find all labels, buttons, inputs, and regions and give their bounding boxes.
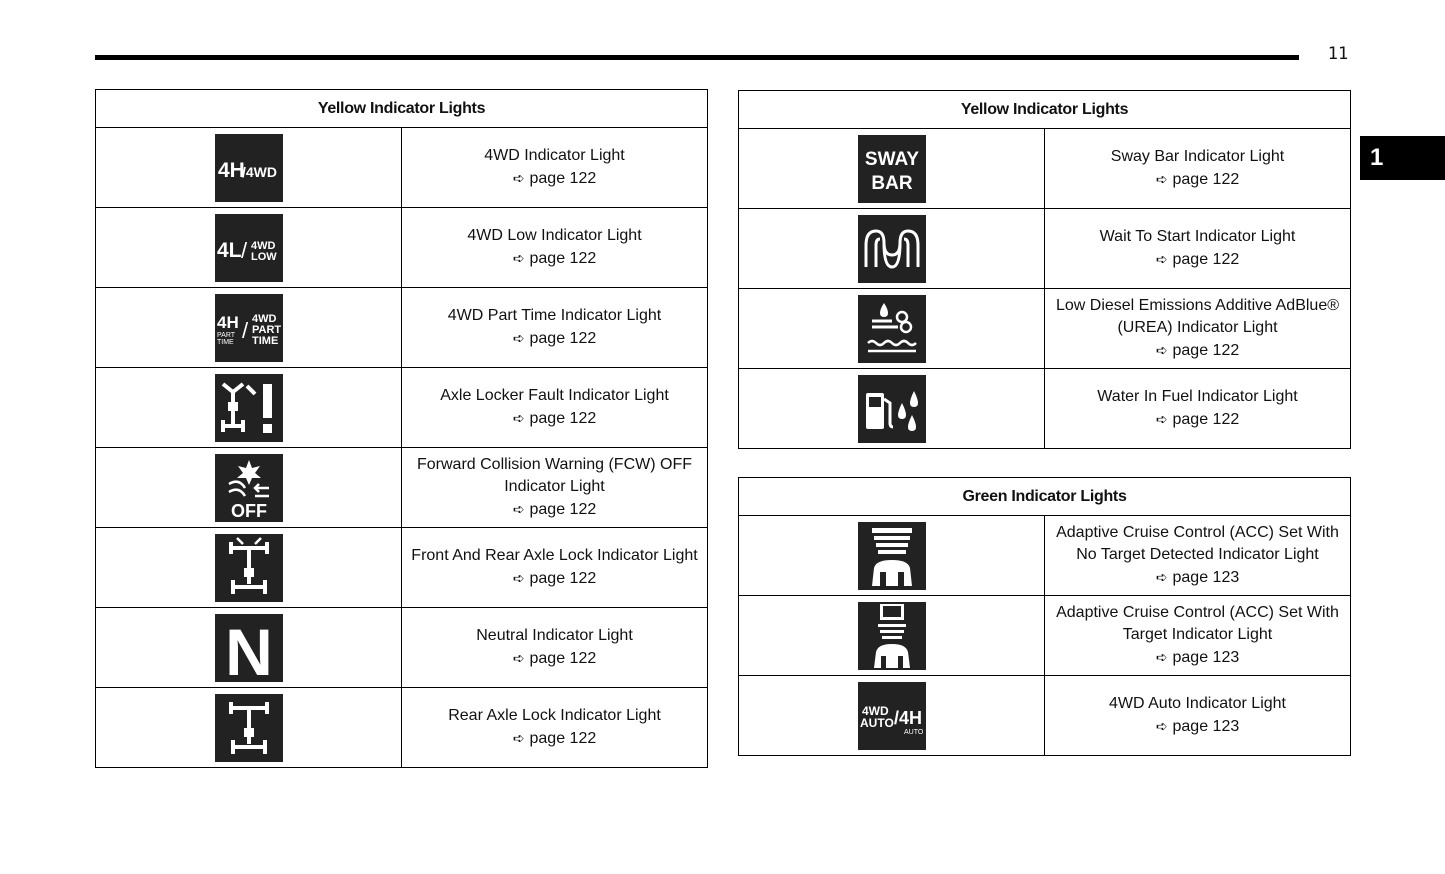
table-row	[96, 368, 708, 448]
row-label: Front And Rear Axle Lock Indicator Light	[411, 547, 698, 564]
page-link[interactable]: ➪ page 123	[1155, 569, 1240, 586]
svg-text:4WD: 4WD	[861, 703, 889, 718]
table-row	[96, 528, 708, 608]
svg-text:BAR: BAR	[870, 172, 913, 194]
acc-target-icon	[858, 602, 926, 670]
svg-text:4WD: 4WD	[251, 312, 276, 325]
page-link[interactable]: ➪ page 122	[1155, 411, 1240, 428]
page-arrow-icon: ➪	[1155, 342, 1168, 358]
page-arrow-icon: ➪	[1155, 251, 1168, 267]
page-link[interactable]: ➪ page 122	[512, 650, 597, 667]
svg-text:TIME: TIME	[216, 338, 234, 346]
svg-text:4H: 4H	[216, 312, 239, 332]
row-label: 4WD Auto Indicator Light	[1109, 695, 1286, 712]
row-label: 4WD Indicator Light	[484, 147, 625, 164]
svg-text:/: /	[241, 317, 248, 343]
table-row	[96, 208, 708, 288]
water-in-fuel-icon	[858, 375, 926, 443]
svg-text:OFF: OFF	[230, 500, 267, 521]
page-link[interactable]: ➪ page 122	[512, 410, 597, 427]
page-arrow-icon: ➪	[1155, 411, 1168, 427]
svg-text:4WD: 4WD	[250, 239, 275, 252]
page-arrow-icon: ➪	[1155, 718, 1168, 734]
page-link[interactable]: ➪ page 122	[512, 170, 597, 187]
top-rule	[95, 55, 1299, 60]
svg-text:/4H: /4H	[893, 707, 922, 728]
page-link[interactable]: ➪ page 122	[1155, 171, 1240, 188]
page-link[interactable]: ➪ page 123	[1155, 649, 1240, 666]
page-arrow-icon: ➪	[512, 570, 525, 586]
row-label: 4WD Part Time Indicator Light	[447, 307, 662, 324]
4h-part-time-icon	[215, 294, 283, 362]
table-row	[739, 369, 1351, 449]
svg-text:TIME: TIME	[251, 334, 278, 347]
svg-text:/: /	[240, 237, 247, 263]
page-arrow-icon: ➪	[512, 650, 525, 666]
page-arrow-icon: ➪	[512, 501, 525, 517]
green-indicator-table	[738, 477, 1351, 756]
table-header: Yellow Indicator Lights	[739, 91, 1351, 129]
svg-text:AUTO: AUTO	[859, 715, 894, 730]
row-label: Wait To Start Indicator Light	[1099, 228, 1296, 245]
axle-locker-fault-icon	[215, 374, 283, 442]
row-label: Adaptive Cruise Control (ACC) Set With Target Indicator Light	[1056, 604, 1339, 643]
def-low-icon	[858, 295, 926, 363]
svg-text:AUTO: AUTO	[903, 728, 923, 736]
table-row	[96, 288, 708, 368]
page-arrow-icon: ➪	[512, 250, 525, 266]
4wd-auto-icon	[858, 682, 926, 750]
front-rear-axle-lock-icon	[215, 534, 283, 602]
table-row	[739, 209, 1351, 289]
chapter-tab: 1	[1360, 136, 1445, 180]
table-row	[739, 129, 1351, 209]
page-arrow-icon: ➪	[1155, 171, 1168, 187]
row-label: Axle Locker Fault Indicator Light	[440, 387, 669, 404]
svg-text:4H: 4H	[217, 158, 245, 182]
svg-text:LOW: LOW	[250, 250, 277, 263]
row-label: Forward Collision Warning (FCW) OFF Indicator Light	[417, 456, 692, 495]
sway-bar-icon	[858, 135, 926, 203]
page-link[interactable]: ➪ page 122	[512, 501, 597, 518]
4h-4wd-icon	[215, 134, 283, 202]
page-arrow-icon: ➪	[1155, 649, 1168, 665]
svg-text:SWAY: SWAY	[864, 148, 919, 170]
table-row	[739, 676, 1351, 756]
page-arrow-icon: ➪	[512, 730, 525, 746]
page-number: 11	[1327, 44, 1349, 64]
row-label: Water In Fuel Indicator Light	[1097, 388, 1298, 405]
row-label: 4WD Low Indicator Light	[467, 227, 642, 244]
yellow-indicator-table-right	[738, 90, 1351, 449]
page-link[interactable]: ➪ page 122	[512, 250, 597, 267]
svg-text:/4WD: /4WD	[241, 163, 277, 180]
table-header: Yellow Indicator Lights	[96, 90, 708, 128]
page-arrow-icon: ➪	[512, 170, 525, 186]
table-row	[739, 289, 1351, 369]
table-row	[739, 516, 1351, 596]
table-row	[96, 448, 708, 528]
row-label: Neutral Indicator Light	[476, 627, 633, 644]
svg-text:PART: PART	[251, 323, 281, 336]
page-link[interactable]: ➪ page 122	[1155, 342, 1240, 359]
row-label: Sway Bar Indicator Light	[1110, 148, 1285, 165]
page-link[interactable]: ➪ page 122	[1155, 251, 1240, 268]
fcw-off-icon	[215, 454, 283, 522]
page-link[interactable]: ➪ page 123	[1155, 718, 1240, 735]
table-row	[96, 608, 708, 688]
4l-4wd-low-icon	[215, 214, 283, 282]
neutral-icon	[215, 614, 283, 682]
wait-to-start-icon	[858, 215, 926, 283]
row-label: Low Diesel Emissions Additive AdBlue® (UREA) Indicator Light	[1055, 297, 1340, 336]
svg-text:PART: PART	[216, 331, 235, 339]
svg-text:N: N	[224, 614, 273, 682]
row-label: Adaptive Cruise Control (ACC) Set With No Target Detected Indicator Light	[1056, 524, 1339, 563]
acc-no-target-icon	[858, 522, 926, 590]
svg-text:4L: 4L	[216, 238, 242, 262]
page-arrow-icon: ➪	[512, 330, 525, 346]
rear-axle-lock-icon	[215, 694, 283, 762]
table-row	[739, 596, 1351, 676]
row-label: Rear Axle Lock Indicator Light	[448, 707, 661, 724]
table-row	[96, 128, 708, 208]
table-row	[96, 688, 708, 768]
page-link[interactable]: ➪ page 122	[512, 330, 597, 347]
table-header: Green Indicator Lights	[739, 478, 1351, 516]
page-link[interactable]: ➪ page 122	[512, 730, 597, 747]
yellow-indicator-table-left	[95, 89, 708, 768]
page-arrow-icon: ➪	[1155, 569, 1168, 585]
page-link[interactable]: ➪ page 122	[512, 570, 597, 587]
page-arrow-icon: ➪	[512, 410, 525, 426]
